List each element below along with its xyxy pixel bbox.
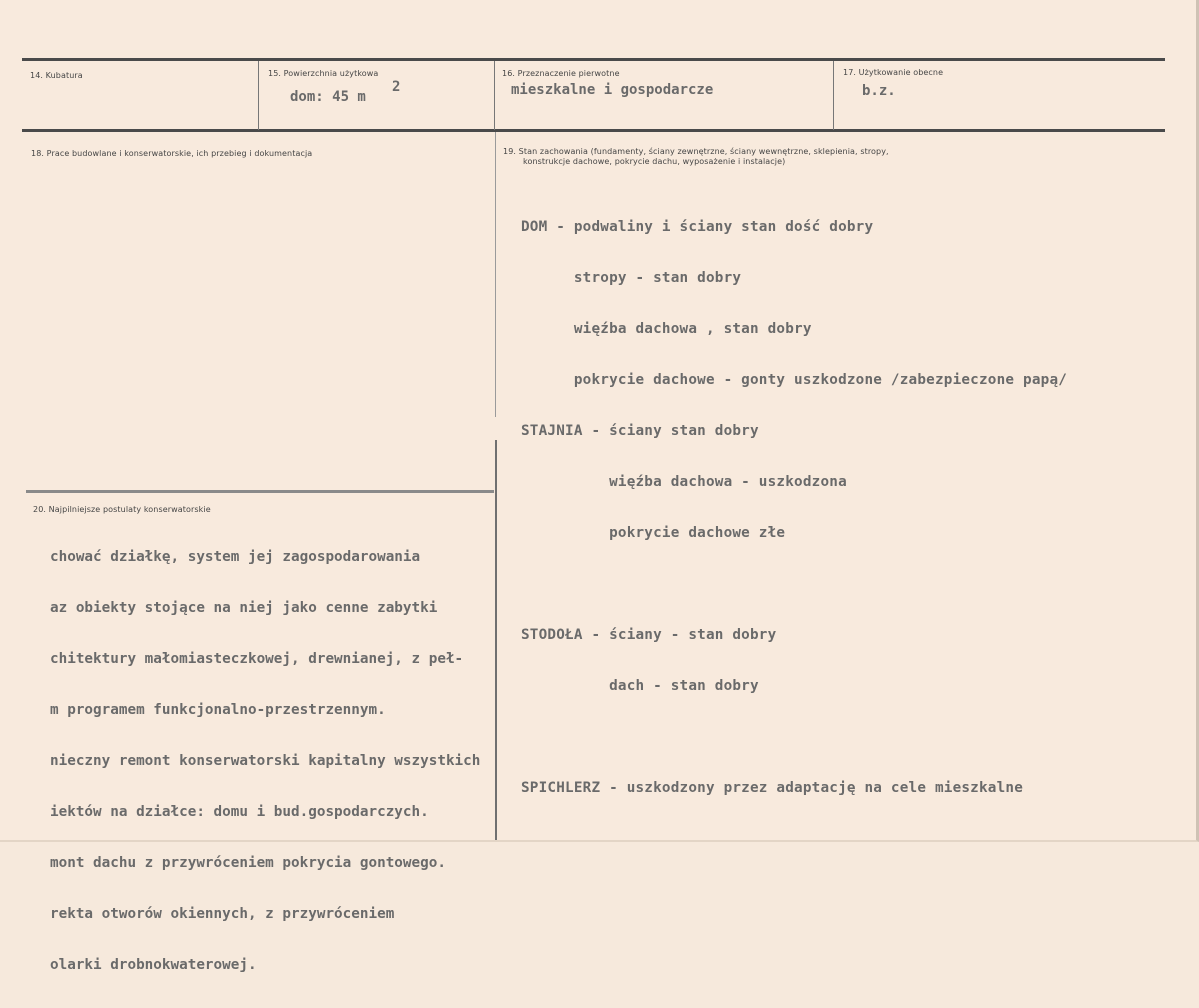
field-19-label-line1: 19. Stan zachowania (fundamenty, ściany zewnętrzne, ściany wewnętrzne, sklepienia, stropy,: [503, 147, 889, 156]
postulate-line: m programem funkcjonalno-przestrzennym.: [50, 702, 386, 718]
condition-line: DOM - podwaliny i ściany stan dość dobry: [521, 219, 874, 235]
condition-line: pokrycie dachowe - gonty uszkodzone /zabezpieczone papą/: [521, 372, 1068, 388]
field-19-text: [521, 185, 1067, 831]
postulate-line: chować działkę, system jej zagospodarowania: [50, 549, 421, 565]
field-15-label: 15. Powierzchnia użytkowa: [268, 69, 379, 78]
section-20-rule: [26, 490, 494, 493]
postulate-line: nieczny remont konserwatorski kapitalny wszystkich: [50, 753, 481, 769]
postulate-line: chitektury małomiasteczkowej, drewnianej, z peł-: [50, 651, 464, 667]
field-18-label: 18. Prace budowlane i konserwatorskie, ich przebieg i dokumentacja: [31, 149, 313, 158]
mid-rule: [22, 129, 1165, 132]
postulate-line: rekta otworów okiennych, z przywróceniem: [50, 906, 395, 922]
condition-line: [521, 729, 1067, 746]
divider-15-16: [494, 61, 495, 130]
postulate-line: mont dachu z przywróceniem pokrycia gontowego.: [50, 855, 446, 871]
condition-line: STAJNIA - ściany stan dobry: [521, 423, 759, 439]
divider-lower: [495, 440, 497, 840]
field-14-label: 14. Kubatura: [30, 71, 83, 80]
field-15-superscript: 2: [392, 79, 401, 95]
divider-16-17: [833, 61, 834, 130]
field-15-value: dom: 45 m: [290, 89, 366, 105]
field-16-label: 16. Przeznaczenie pierwotne: [502, 69, 620, 78]
postulate-line: iektów na działce: domu i bud.gospodarczych.: [50, 804, 429, 820]
field-20-text: [50, 515, 480, 1008]
field-17-label: 17. Użytkowanie obecne: [843, 68, 944, 77]
condition-line: SPICHLERZ - uszkodzony przez adaptację na cele mieszkalne: [521, 780, 1024, 796]
divider-14-15: [258, 61, 259, 130]
condition-line: więźba dachowa - uszkodzona: [521, 474, 847, 490]
field-16-value: mieszkalne i gospodarcze: [511, 82, 714, 98]
condition-line: pokrycie dachowe złe: [521, 525, 786, 541]
top-rule: [22, 58, 1165, 61]
postulate-line: olarki drobnokwaterowej.: [50, 957, 257, 973]
condition-line: więźba dachowa , stan dobry: [521, 321, 812, 337]
field-17-value: b.z.: [862, 83, 896, 99]
field-19-label-line2: konstrukcje dachowe, pokrycie dachu, wyposażenie i instalacje): [523, 157, 786, 166]
condition-line: stropy - stan dobry: [521, 270, 742, 286]
condition-line: [521, 576, 1067, 593]
field-20-label: 20. Najpilniejsze postulaty konserwatorskie: [33, 505, 211, 514]
postulate-line: az obiekty stojące na niej jako cenne zabytki: [50, 600, 438, 616]
condition-line: STODOŁA - ściany - stan dobry: [521, 627, 777, 643]
condition-line: dach - stan dobry: [521, 678, 759, 694]
divider-18-19: [495, 132, 496, 417]
